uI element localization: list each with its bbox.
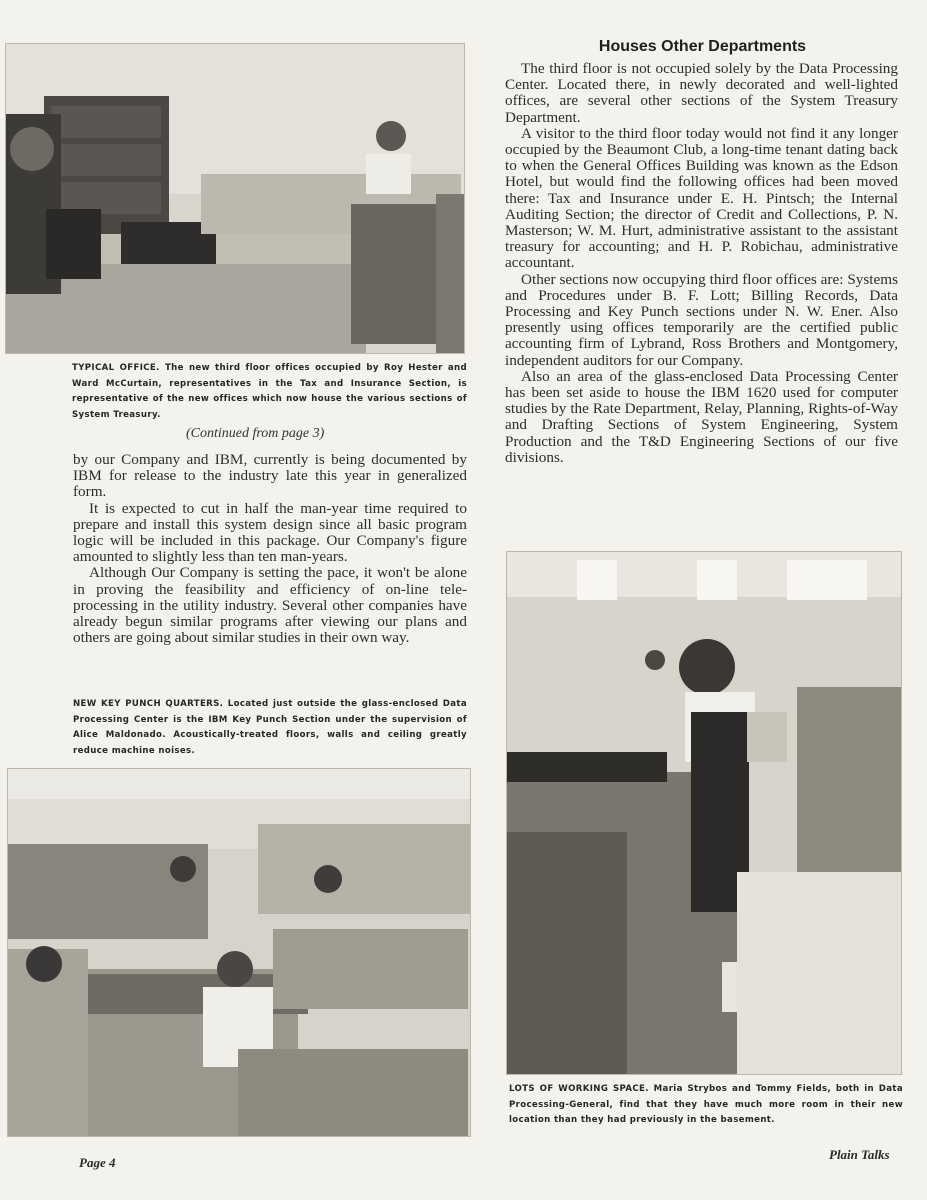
key-punch-photo: [7, 768, 471, 1137]
key-punch-caption: [73, 697, 467, 759]
caption-lead: LOTS OF WORKING SPACE.: [509, 1084, 649, 1094]
left-paragraph: Although Our Company is setting the pace, it won't be alone in proving the feasibility and efficiency of on-line tele-processing in the utility industry. Several other companies have already begun similar programs after viewing our plans and others are going about similar studies in their own way.: [73, 564, 467, 647]
key-punch-illustration: [8, 769, 470, 1136]
right-article-text: [505, 61, 898, 466]
caption-text: Maria Strybos and Tommy Fields, both in Data Processing-General, find that they have much more room in their new location than they had previously in the basement.: [509, 1084, 903, 1125]
caption-lead: NEW KEY PUNCH QUARTERS.: [73, 699, 224, 709]
publication-name: Plain Talks: [829, 1147, 890, 1162]
right-paragraph: Other sections now occupying third floor offices are: Systems and Procedures under B. F. Lott; Billing Records, Data Processing and Key Punch sections under N. W. Ener. Also presently using offices temporarily are the certified public accounting firm of Lybrand, Ross Brothers and Montgomery, independent auditors for our Company.: [505, 270, 898, 369]
left-paragraph: by our Company and IBM, currently is being documented by IBM for release to the industry late this year in generalized form.: [73, 451, 467, 501]
right-paragraph: Also an area of the glass-enclosed Data Processing Center has been set aside to house the IBM 1620 used for computer studies by the Rate Department, Relay, Planning, Rights-of-Way and Drafting Sections of System Engineering, System Production and the T&D Engineering Sections of our five divisions.: [505, 367, 898, 466]
working-space-photo: [506, 551, 902, 1075]
typical-office-caption: [72, 361, 467, 423]
working-space-illustration: [507, 552, 901, 1074]
left-article-text: [73, 452, 467, 646]
typical-office-illustration: [6, 44, 464, 353]
page-number: Page 4: [79, 1155, 116, 1170]
right-paragraph: A visitor to the third floor today would not find it any longer occupied by the Beaumont Club, a long-time tenant dating back to when the General Offices Building was known as the Edson Hotel, but would find the following offices had been moved there: Tax and Insurance under E. H. Pintsch; the Internal Auditing Section; the director of Credit and Collections, P. N. Masterson; W. M. Hurt, administrative assistant to the assistant treasury for accounting; and H. P. Robichau, administrative accountant.: [505, 124, 898, 272]
continued-note: (Continued from page 3): [186, 426, 325, 441]
caption-lead: TYPICAL OFFICE.: [72, 363, 160, 373]
left-paragraph: It is expected to cut in half the man-year time required to prepare and install this system design since all basic program logic will be included in this package. Our Company's figure amounted to slightly less than ten man-years.: [73, 499, 467, 566]
right-paragraph: The third floor is not occupied solely by the Data Processing Center. Located there, in newly decorated and well-lighted offices, are several other sections of the System Treasury Department.: [505, 60, 898, 126]
working-space-caption: [509, 1082, 903, 1129]
typical-office-photo: [5, 43, 465, 354]
section-heading: Houses Other Departments: [598, 38, 807, 55]
caption-text: The new third floor offices occupied by Roy Hester and Ward McCurtain, representatives in the Tax and Insurance Section, is representative of the new offices which now house the various sections of System Treasury.: [72, 363, 467, 420]
caption-text: Located just outside the glass-enclosed Data Processing Center is the IBM Key Punch Section under the supervision of Alice Maldonado. Acoustically-treated floors, walls and ceiling greatly reduce machine noises.: [73, 699, 467, 756]
